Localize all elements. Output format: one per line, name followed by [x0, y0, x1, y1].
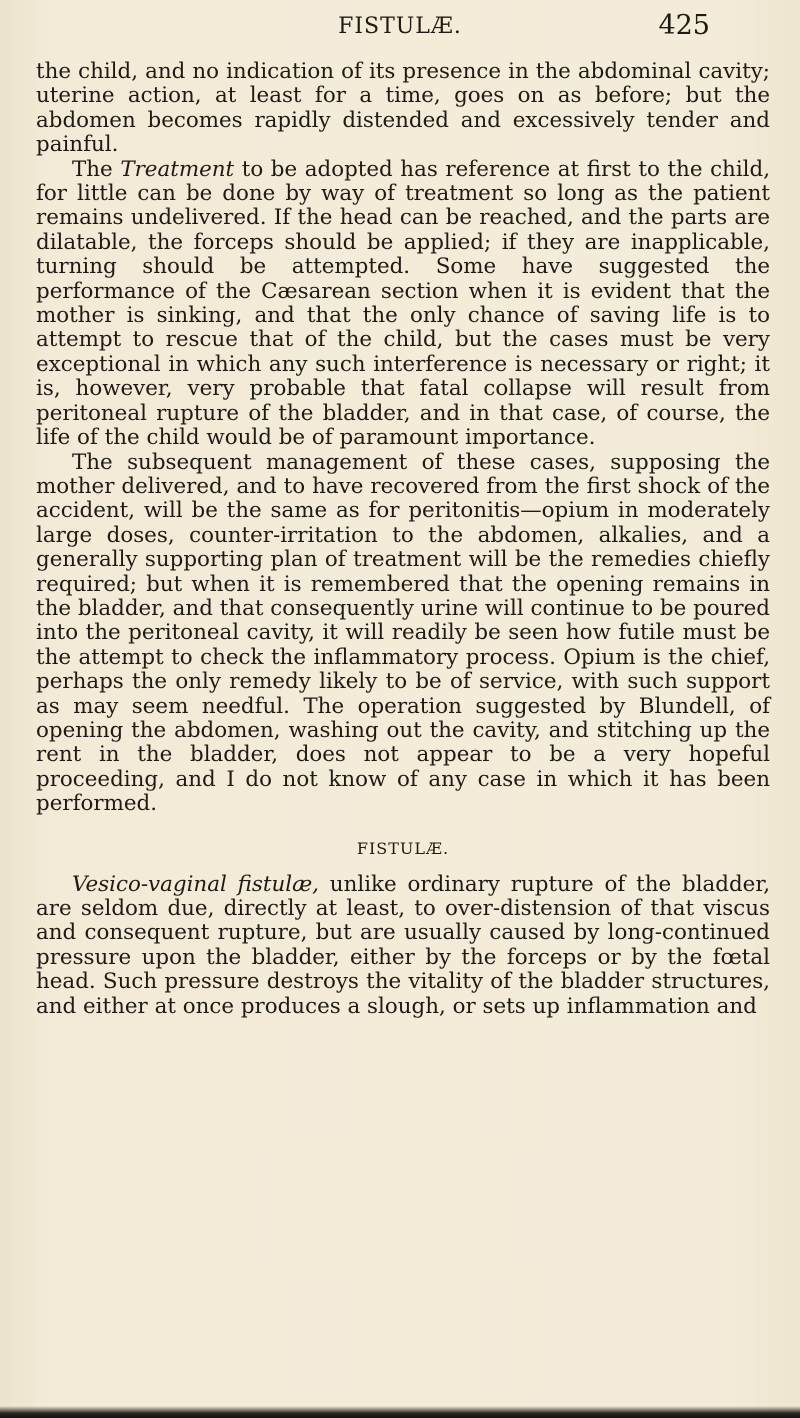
- page-bottom-edge: [0, 1406, 800, 1418]
- body-text: [36, 60, 770, 1019]
- paragraph-fistulae: [36, 873, 770, 1019]
- section-heading: FISTULÆ.: [356, 838, 450, 858]
- paragraph-continuation: the child, and no indication of its presence in the abdominal cavity; uterine action, at least for a time, goes on as before; but the abdomen becomes rapidly distended and excessively tender and painful.: [36, 59, 770, 158]
- paragraph-management: The subsequent management of these cases, supposing the mother delivered, and to have recovered from the first shock of the accident, will be the same as for peritonitis—opium in moderately large doses, counter-irritation to the abdomen, alkalies, and a generally supporting plan of treatment will be the remedies chiefly required; but when it is remembered that the opening remains in the bladder, and that consequently urine will continue to be poured into the peritoneal cavity, it will readily be seen how futile must be the attempt to check the inflammatory process. Opium is the chief, perhaps the only remedy likely to be of service, with such support as may seem needful. The operation suggested by Blundell, of opening the abdomen, washing out the cavity, and stitching up the rent in the bladder, does not appear to be a very hopeful proceeding, and I do not know of any case in which it has been performed.: [36, 449, 770, 817]
- treatment-term: Treatment: [120, 156, 235, 182]
- running-title: FISTULÆ.: [338, 14, 462, 39]
- fistulae-term: Vesico-vaginal fistulæ,: [72, 871, 319, 897]
- paragraph-body: to be adopted has reference at first to the child, for little can be done by way of treatment so long as the patient remains undelivered. If the head can be reached, and the parts are dilatable, the forceps should be applied; if they are inapplicable, turning should be attempted. Some have suggested the performance of the Cæsarean section when it is evident that the mother is sinking, and that the only chance of saving life is to attempt to rescue that of the child, but the cases must be very exceptional in which any such interference is necessary or right; it is, however, very probable that fatal collapse will result from peritoneal rupture of the bladder, and in that case, of course, the life of the child would be of paramount importance.: [36, 156, 770, 451]
- page-number: 425: [658, 10, 710, 41]
- paragraph-body: unlike ordinary rupture of the bladder, are seldom due, directly at least, to over-distension of that viscus and consequent rupture, but are usually caused by long-continued pressure upon the bladder, either by the forceps or by the fœtal head. Such pressure destroys the vitality of the bladder structures, and either at once produces a slough, or sets up inflammation and: [36, 871, 771, 1019]
- paragraph-lead: The: [72, 156, 121, 182]
- paragraph-treatment: [36, 158, 770, 451]
- page-header: [0, 10, 800, 50]
